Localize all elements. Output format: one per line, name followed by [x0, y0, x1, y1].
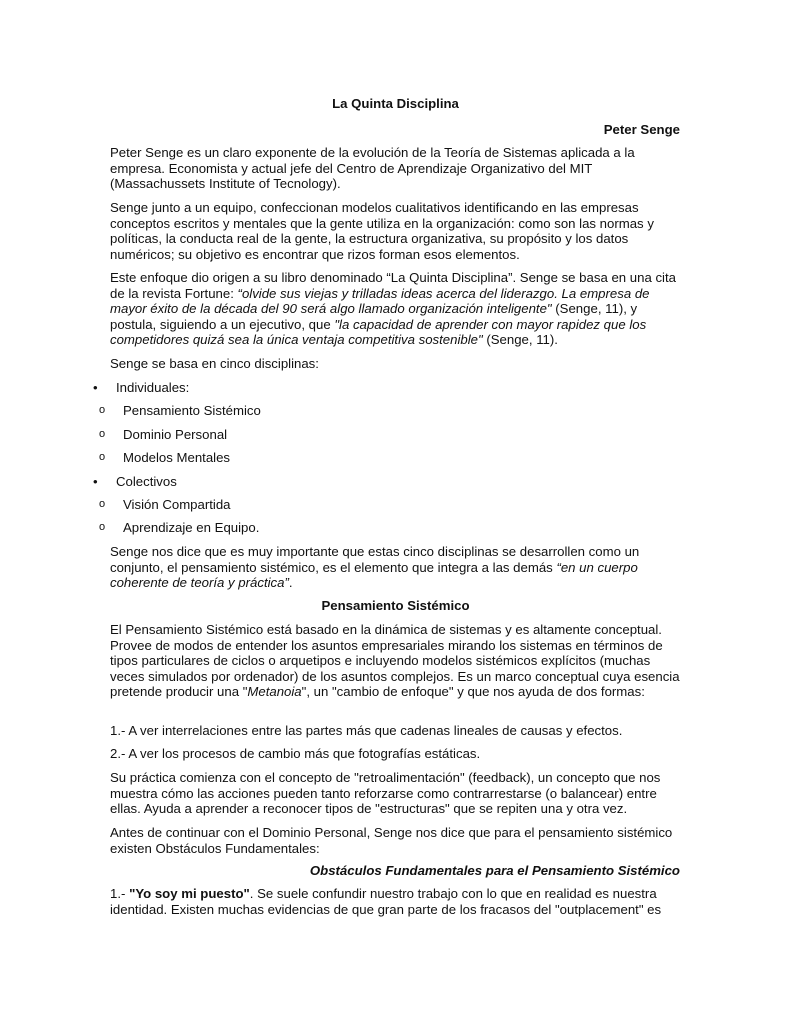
paragraph-obstacles-intro: Antes de continuar con el Dominio Personal, Senge nos dice que para el pensamiento sistémico existen Obstáculos Fundamentales:	[110, 825, 673, 856]
bullet-icon: •	[93, 380, 98, 395]
paragraph-point-2: 2.- A ver los procesos de cambio más que fotografías estáticas.	[110, 746, 481, 761]
paragraph-integration: Senge nos dice que es muy importante que estas cinco disciplinas se desarrollen como un conjunto, el pensamiento sistémico, es el elemento que integra a las demás “en un cuerpo coherente de teoría y práctica”.	[110, 544, 640, 591]
paragraph-systems-thinking: El Pensamiento Sistémico está basado en la dinámica de sistemas y es altamente conceptual. Provee de modos de entender los asuntos empresariales mirando los sistemas en términos de tipos particulares de ciclos o arquetipos e incluyendo modelos sistémicos explícitos (muchas veces simulados por ordenador) de los asuntos complejos. Es un marco conceptual cuya esencia pretende producir una "Metanoia", un "cambio de enfoque" y que nos ayuda de dos formas:	[110, 622, 680, 700]
section-heading-obstaculos: Obstáculos Fundamentales para el Pensamiento Sistémico	[309, 863, 680, 878]
circle-bullet-icon: o	[99, 521, 106, 533]
circle-bullet-icon: o	[99, 428, 106, 440]
paragraph-obstacle-1: 1.- "Yo soy mi puesto". Se suele confundir nuestro trabajo con lo que en realidad es nuestra identidad. Existen muchas evidencias de que gran parte de los fracasos del "outplacement" es	[110, 886, 662, 917]
paragraph-intro: Peter Senge es un claro exponente de la evolución de la Teoría de Sistemas aplicada a la empresa. Economista y actual jefe del Centro de Aprendizaje Organizativo del MIT (Massachussets Institute of Tecnology).	[110, 145, 635, 192]
paragraph-models: Senge junto a un equipo, confeccionan modelos cualitativos identificando en las empresas conceptos escritos y mentales que la gente utiliza en la organización: como son las normas y políticas, la conducta real de la gente, la estructura organizativa, su propósito y los datos numéricos; su objetivo es encontrar que rizos forman esos elementos.	[110, 200, 654, 262]
document-title: La Quinta Disciplina	[332, 96, 459, 111]
author-name: Peter Senge	[603, 122, 680, 137]
section-heading-pensamiento: Pensamiento Sistémico	[321, 598, 470, 613]
paragraph-five-disciplines: Senge se basa en cinco disciplinas:	[110, 356, 319, 371]
document-page: La Quinta Disciplina Peter Senge Peter Senge es un claro exponente de la evolución de la Teoría de Sistemas aplicada a la empresa. Economista y actual jefe del Centro de Aprendizaje Organizativo del MIT (Massachussets Institute of Tecnology). Senge junto a un equipo, confeccionan modelos cualitativos identificando en las empresas conceptos escritos y mentales que la gente utiliza en la organización: como son las normas y políticas, la conducta real de la gente, la estructura organizativa, su propósito y los datos numéricos; su objetivo es encontrar que rizos forman esos elementos. Este enfoque dio origen a su libro denominado “La Quinta Disciplina”. Senge se basa en una cita de la revista Fortune: “olvide sus viejas y trilladas ideas acerca del liderazgo. La empresa de mayor éxito de la década del 90 será algo llamado organización inteligente" (Senge, 11), y postula, siguiendo a un ejecutivo, que "la capacidad de aprender con mayor rapidez que los competidores quizá sea la única ventaja competitiva sostenible" (Senge, 11). Senge se basa en cinco disciplinas: • Individuales: o Pensamiento Sistémico o Dominio Personal o Modelos Mentales • Colectivos o Visión Compartida o Aprendizaje en Equipo. Senge nos dice que es muy importante que estas cinco disciplinas se desarrollen como un conjunto, el pensamiento sistémico, es el elemento que integra a las demás “en un cuerpo coherente de teoría y práctica”. Pensamiento Sistémico El Pensamiento Sistémico está basado en la dinámica de sistemas y es altamente conceptual. Provee de modos de entender los asuntos empresariales mirando los sistemas en términos de tipos particulares de ciclos o arquetipos e incluyendo modelos sistémicos explícitos (muchas veces simulados por ordenador) de los asuntos complejos. Es un marco conceptual cuya esencia pretende producir una "Metanoia", un "cambio de enfoque" y que nos ayuda de dos formas: 1.- A ver interrelaciones entre las partes más que cadenas lineales de causas y efectos. 2.- A ver los procesos de cambio más que fotografías estáticas. Su práctica comienza con el concepto de "retroalimentación" (feedback), un concepto que nos muestra cómo las acciones pueden tanto reforzarse como contrarrestarse (o balancear) entre ellas. Ayuda a aprender a reconocer tipos de "estructuras" que se repiten una y otra vez. Antes de continuar con el Dominio Personal, Senge nos dice que para el pensamiento sistémico existen Obstáculos Fundamentales: Obstáculos Fundamentales para el Pensamiento Sistémico 1.- "Yo soy mi puesto". Se suele confundir nuestro trabajo con lo que en realidad es nuestra identidad. Existen muchas evidencias de que gran parte de los fracasos del "outplacement" es	[0, 0, 791, 1023]
paragraph-point-1: 1.- A ver interrelaciones entre las partes más que cadenas lineales de causas y efectos.	[110, 723, 623, 738]
paragraph-feedback: Su práctica comienza con el concepto de "retroalimentación" (feedback), un concepto que nos muestra cómo las acciones pueden tanto reforzarse como contrarrestarse (o balancear) entre ellas. Ayuda a aprender a reconocer tipos de "estructuras" que se repiten una y otra vez.	[110, 770, 661, 817]
bullet-icon: •	[93, 474, 98, 489]
circle-bullet-icon: o	[99, 451, 106, 463]
circle-bullet-icon: o	[99, 404, 106, 416]
circle-bullet-icon: o	[99, 498, 106, 510]
paragraph-fortune-quote: Este enfoque dio origen a su libro denominado “La Quinta Disciplina”. Senge se basa en una cita de la revista Fortune: “olvide sus viejas y trilladas ideas acerca del liderazgo. La empresa de mayor éxito de la década del 90 será algo llamado organización inteligente" (Senge, 11), y postula, siguiendo a un ejecutivo, que "la capacidad de aprender con mayor rapidez que los competidores quizá sea la única ventaja competitiva sostenible" (Senge, 11).	[110, 270, 676, 348]
